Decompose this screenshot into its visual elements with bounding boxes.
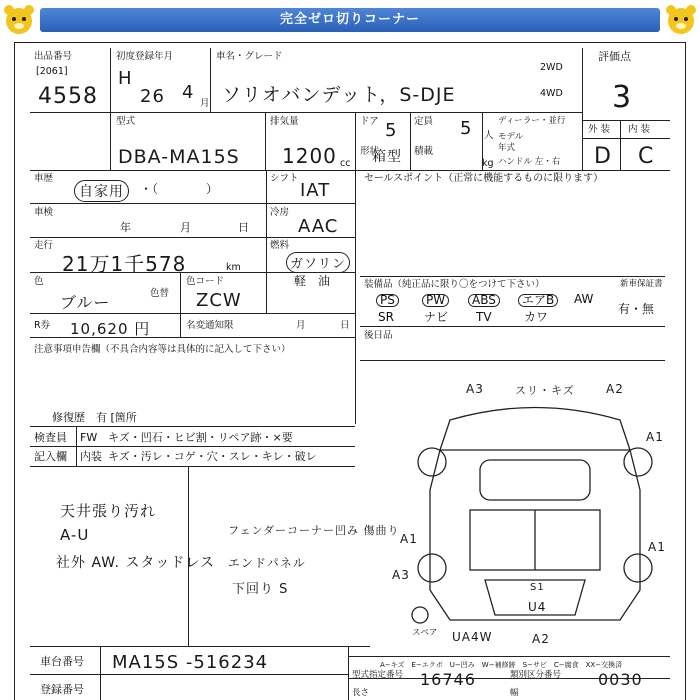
- diag-s1: S1: [530, 582, 545, 593]
- bear-mascot-icon: [2, 3, 36, 37]
- capacity-value: 5: [460, 118, 473, 139]
- dealer-label: ディーラー・並行: [498, 116, 566, 126]
- car-name-value: ソリオバンデット，S-DJE: [222, 84, 456, 106]
- wd4-label: 4WD: [540, 88, 563, 99]
- color-value: ブルー: [60, 293, 111, 312]
- model-value: DBA-MA15S: [118, 146, 240, 168]
- note-fender: フェンダーコーナー凹み 傷曲り: [228, 524, 400, 537]
- fw-items: キズ・凹石・ヒビ割・リペア跡・×要: [108, 431, 293, 444]
- paint-label: 色替: [150, 288, 170, 299]
- exterior-value: D: [594, 144, 612, 169]
- diag-a3-left: A3: [392, 568, 410, 582]
- color-code-value: ZCW: [196, 290, 242, 311]
- model-label: 型式: [116, 116, 136, 127]
- diag-a1-right1: A1: [646, 430, 664, 444]
- shape-label: 形状: [360, 146, 380, 157]
- usage-selected: 自家用: [74, 180, 129, 202]
- mileage-label: 走行: [34, 240, 54, 251]
- reg-year-value: 26: [140, 86, 165, 107]
- fuel-selected: ガソリン: [286, 252, 350, 273]
- note-aw: 社外 AW. スタッドレス: [56, 555, 215, 571]
- month-label: 月: [180, 221, 191, 234]
- doors-value: 5: [385, 120, 398, 141]
- sales-label: セールスポイント（正常に機能するものに限ります）: [364, 173, 604, 184]
- day-label: 日: [238, 221, 249, 234]
- eq-sr: SR: [378, 310, 394, 324]
- car-name-label: 車名・グレード: [216, 51, 283, 62]
- notes-label: 注意事項申告欄（不具合内容等は具体的に記入して下さい）: [34, 344, 291, 355]
- lot-no-label: 出品番号: [34, 51, 73, 62]
- eq-airbag: エアB: [518, 294, 558, 307]
- aircon-label: 冷房: [270, 207, 290, 218]
- shape-value: 箱型: [372, 149, 402, 165]
- usage-rest: ・（ ）: [140, 182, 219, 196]
- diag-a3-top: A3: [466, 382, 484, 396]
- era-value: H: [118, 68, 133, 89]
- eq-navi: ナビ: [424, 310, 449, 324]
- inspector-label: 検査員: [34, 431, 67, 444]
- warranty-label: 新車保証書: [620, 279, 663, 289]
- displacement-label: 排気量: [270, 116, 299, 127]
- doors-label: ドア: [360, 116, 379, 127]
- wd2-label: 2WD: [540, 62, 563, 73]
- fuel-other: 軽 油: [294, 274, 331, 288]
- day2-label: 日: [340, 320, 350, 331]
- month-unit: 月: [200, 98, 210, 109]
- later-label: 後日品: [364, 330, 393, 341]
- diag-u4: U4: [528, 600, 547, 614]
- lot-no-value: 4558: [38, 84, 98, 109]
- spare-label: スペア: [412, 628, 438, 638]
- rating-label: 評価点: [598, 50, 631, 63]
- eq-aw: AW: [574, 292, 594, 306]
- recycle-value: 10,620 円: [70, 320, 151, 338]
- transfer-label: 名変通知限: [186, 320, 234, 331]
- interior-label: 内 装: [628, 124, 651, 135]
- length-label: 長さ: [352, 688, 370, 698]
- chassis-label: 車台番号: [40, 655, 84, 668]
- model-cert-label: 型式指定番号: [352, 670, 404, 680]
- mileage-value: 21万1千578: [62, 252, 187, 276]
- diag-a2-bottom: A2: [532, 632, 550, 646]
- eq-ps: PS: [376, 294, 399, 307]
- cc-label: cc: [340, 158, 351, 169]
- entry-label: 記入欄: [34, 450, 67, 463]
- interior-value: C: [638, 144, 655, 169]
- header-banner: [0, 0, 700, 40]
- eq-leather: カワ: [524, 310, 549, 324]
- eq-abs: ABS: [468, 294, 500, 307]
- person-label: 人: [484, 130, 494, 141]
- kg-label: kg: [482, 158, 494, 169]
- fuel-label: 燃料: [270, 240, 290, 251]
- equipment-label: 装備品（純正品に限り〇をつけて下さい）: [364, 279, 545, 290]
- shift-value: IAT: [300, 180, 331, 201]
- exterior-label: 外 装: [588, 124, 611, 135]
- model-year-label: モデル年式: [498, 132, 524, 153]
- damage-legend: A−キズ E−エクボ U−凹み W−補修跡 S−サビ C−腐食 XX−交換済: [380, 661, 623, 669]
- km-label: km: [226, 262, 241, 273]
- shift-label: シフト: [270, 173, 299, 184]
- capacity-label: 定員: [414, 116, 434, 127]
- load-label: 積載: [414, 146, 434, 157]
- reg-month-value: 4: [182, 82, 195, 103]
- month2-label: 月: [296, 320, 306, 331]
- int-items: キズ・汚レ・コゲ・穴・スレ・キレ・破レ: [108, 450, 317, 463]
- diag-a1-left: A1: [400, 532, 418, 546]
- usage-label: 車歴: [34, 173, 54, 184]
- note-underbody: 下回り S: [232, 582, 289, 597]
- note-au: A-U: [60, 526, 90, 544]
- width-label: 幅: [510, 688, 519, 698]
- inspection-label: 車検: [34, 207, 54, 218]
- eq-pw: PW: [422, 294, 449, 307]
- banner-title: 完全ゼロ切りコーナー: [40, 8, 660, 32]
- aircon-value: AAC: [298, 216, 339, 237]
- handle-label: ハンドル 左・右: [498, 157, 561, 167]
- rating-value: 3: [612, 80, 633, 115]
- int-label: 内装: [80, 450, 102, 463]
- chassis-value: MA15S -516234: [112, 652, 269, 673]
- eq-tv: TV: [476, 310, 492, 324]
- repair-label: 修復歴 有 [箇所: [52, 411, 137, 424]
- category-value: 0030: [598, 670, 643, 689]
- diag-ua4w: UA4W: [452, 630, 493, 644]
- reg-label: 登録番号: [40, 683, 84, 696]
- diag-a2-top: A2: [606, 382, 624, 396]
- diag-scratch: スリ・キズ: [515, 384, 575, 397]
- bear-mascot-icon: [664, 3, 698, 37]
- color-code-label: 色コード: [186, 276, 225, 287]
- color-label: 色: [34, 276, 44, 287]
- note-ceiling: 天井張り汚れ: [60, 502, 157, 520]
- category-label: 類別区分番号: [510, 670, 562, 680]
- note-end-panel: エンドパネル: [228, 556, 306, 570]
- lot-sub: [2061]: [36, 66, 68, 77]
- model-cert-value: 16746: [420, 670, 476, 689]
- first-reg-label: 初度登録年月: [116, 51, 174, 62]
- recycle-label: R券: [34, 320, 51, 331]
- year-label: 年: [120, 221, 131, 234]
- diag-a1-right2: A1: [648, 540, 666, 554]
- fw-label: FW: [80, 431, 98, 444]
- warranty-opts: 有・無: [618, 302, 655, 316]
- displacement-value: 1200: [282, 144, 337, 168]
